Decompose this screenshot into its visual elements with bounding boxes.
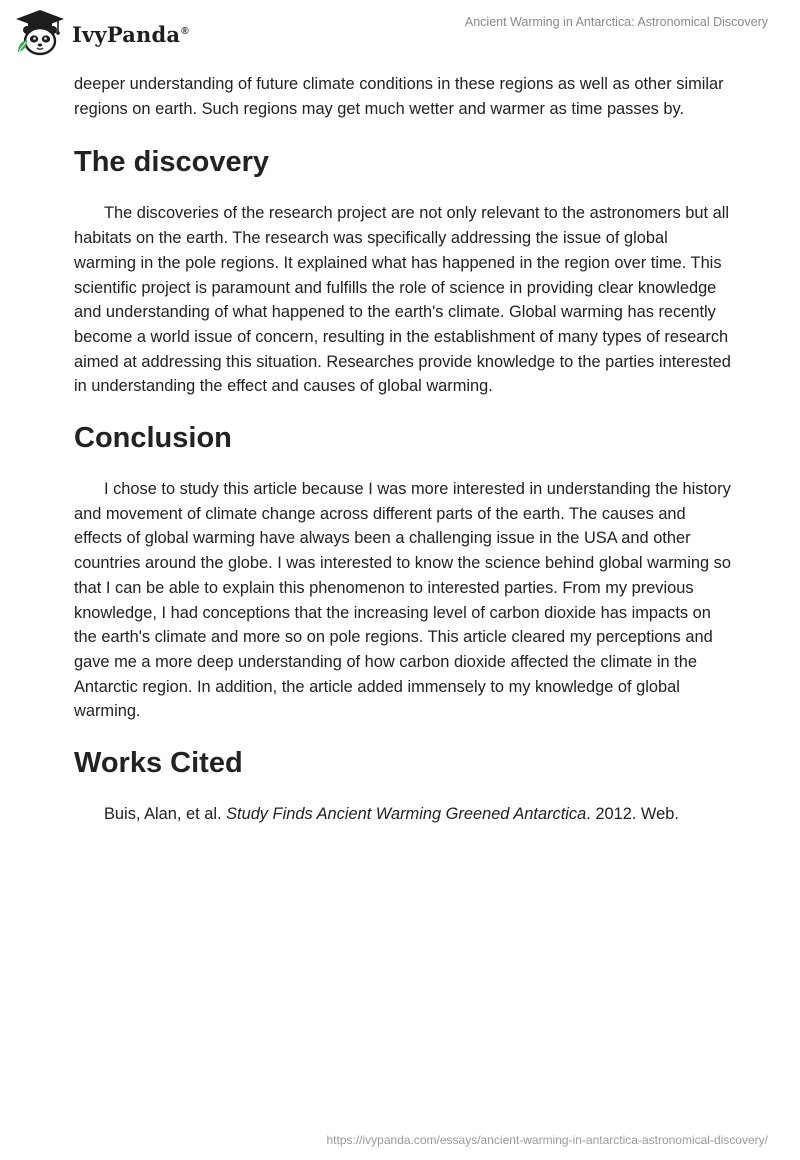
section-heading-conclusion: Conclusion xyxy=(74,422,232,455)
citation-entry xyxy=(74,802,734,827)
essay-body xyxy=(74,72,734,827)
intro-paragraph-tail: deeper understanding of future climate conditions in these regions as well as other similar regions on earth. Such regions may get much wetter and warmer as time passes by. xyxy=(74,75,724,118)
discovery-paragraph: The discoveries of the research project are not only relevant to the astronomers but all habitats on the earth. The research was specifically addressing the issue of global warming in the pole regions. It explained what has happened in the region over time. This scientific project is paramount and fulfills the role of science in providing clear knowledge and understanding of what happened to the earth's climate. Global warming has recently become a world issue of concern, resulting in the establishment of many types of research aimed at addressing this situation. Researches provide knowledge to the parties interested in understanding the effect and causes of global warming. xyxy=(74,204,731,396)
document-title: Ancient Warming in Antarctica: Astronomical Discovery xyxy=(464,15,768,29)
logo-name: IvyPanda xyxy=(72,21,181,47)
citation-authors: Buis, Alan, et al. xyxy=(104,805,227,824)
page-header xyxy=(0,0,800,70)
ivypanda-logo[interactable] xyxy=(14,8,189,58)
citation-title: Study Finds Ancient Warming Greened Antarctica xyxy=(226,805,587,824)
registered-mark: ® xyxy=(181,25,189,37)
conclusion-paragraph: I chose to study this article because I was more interested in understanding the history and movement of climate change across different parts of the earth. The causes and effects of global warming have always been a challenging issue in the USA and other countries around the globe. I was interested to know the science behind global warming so that I can be able to explain this phenomenon to interested parties. From my previous knowledge, I had conceptions that the increasing level of carbon dioxide has impacts on the earth's climate and more so on pole regions. This article cleared my perceptions and gave me a more deep understanding of how carbon dioxide affected the climate in the Antarctic region. In addition, the article added immensely to my knowledge of global warming. xyxy=(74,480,731,721)
panda-graduate-icon xyxy=(14,8,66,58)
source-url[interactable]: https://ivypanda.com/essays/ancient-warming-in-antarctica-astronomical-discovery/ xyxy=(326,1133,768,1147)
logo-wordmark xyxy=(72,22,189,47)
section-heading-discovery: The discovery xyxy=(74,146,270,179)
section-heading-works-cited: Works Cited xyxy=(74,747,243,780)
citation-details: . 2012. Web. xyxy=(586,805,679,824)
